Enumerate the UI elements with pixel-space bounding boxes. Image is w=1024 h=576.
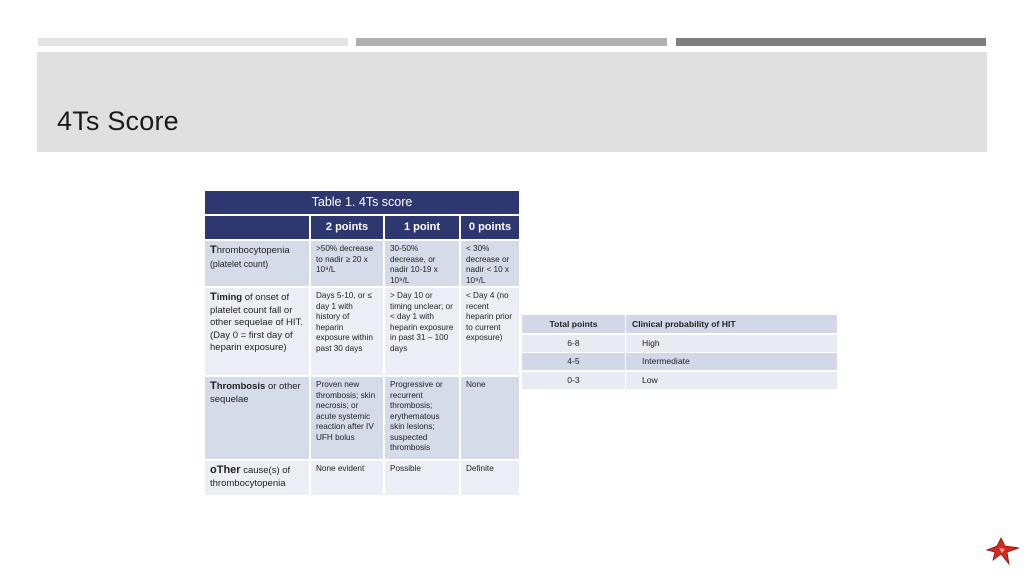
probability-header-row — [522, 315, 837, 333]
criterion-cell: oTher cause(s) of thrombocytopenia — [205, 461, 309, 495]
corner-logo-icon — [985, 536, 1021, 566]
probability-row — [522, 372, 837, 389]
table-row-timing — [205, 288, 519, 375]
two-points-cell: >50% decrease to nadir ≥ 20 x 10⁹/L — [311, 241, 383, 286]
one-point-cell: > Day 10 or timing unclear; or < day 1 with heparin exposure in past 31 – 100 days — [385, 288, 459, 375]
points-range: 0-3 — [522, 372, 626, 389]
table-header-row — [205, 216, 519, 239]
probability-row — [522, 353, 837, 370]
zero-points-cell: Definite — [461, 461, 519, 495]
slide-title: 4Ts Score — [57, 106, 179, 136]
one-point-cell: Progressive or recurrent thrombosis; erythematous skin lesions; suspected thrombosis — [385, 377, 459, 459]
zero-points-cell: < 30% decrease or nadir < 10 x 10⁹/L — [461, 241, 519, 286]
accent-bar-medium — [356, 38, 667, 46]
points-range: 4-5 — [522, 353, 626, 370]
table-row-other-causes — [205, 461, 519, 495]
table-row-thrombosis — [205, 377, 519, 459]
header-total-points: Total points — [522, 315, 626, 333]
one-point-cell: 30-50% decrease, or nadir 10-19 x 10⁹/L — [385, 241, 459, 286]
accent-bar-light — [38, 38, 348, 46]
probability-value: Low — [642, 374, 658, 385]
one-point-cell: Possible — [385, 461, 459, 495]
table-row-thrombocytopenia — [205, 241, 519, 286]
four-ts-score-table — [205, 191, 519, 497]
header-0-points: 0 points — [461, 216, 519, 239]
header-empty-cell — [205, 216, 309, 239]
two-points-cell: Days 5-10, or ≤ day 1 with history of heparin exposure within past 30 days — [311, 288, 383, 375]
criterion-cell: Timing of onset of platelet count fall or other sequelae of HIT. (Day 0 = first day of heparin exposure) — [205, 288, 309, 375]
hit-probability-table — [522, 315, 837, 390]
points-range: 6-8 — [522, 335, 626, 352]
zero-points-cell: None — [461, 377, 519, 459]
criterion-cell: Thrombocytopenia (platelet count) — [205, 241, 309, 286]
zero-points-cell: < Day 4 (no recent heparin prior to current exposure) — [461, 288, 519, 375]
header-2-points: 2 points — [311, 216, 383, 239]
accent-bar-dark — [676, 38, 986, 46]
probability-value: High — [642, 337, 660, 348]
title-band — [37, 52, 987, 152]
two-points-cell: Proven new thrombosis; skin necrosis; or acute systemic reaction after IV UFH bolus — [311, 377, 383, 459]
table-caption: Table 1. 4Ts score — [205, 191, 519, 214]
header-1-point: 1 point — [385, 216, 459, 239]
probability-value: Intermediate — [642, 356, 690, 366]
header-clinical-probability: Clinical probability of HIT — [632, 319, 736, 329]
two-points-cell: None evident — [311, 461, 383, 495]
criterion-cell: Thrombosis or other sequelae — [205, 377, 309, 459]
probability-row — [522, 335, 837, 352]
